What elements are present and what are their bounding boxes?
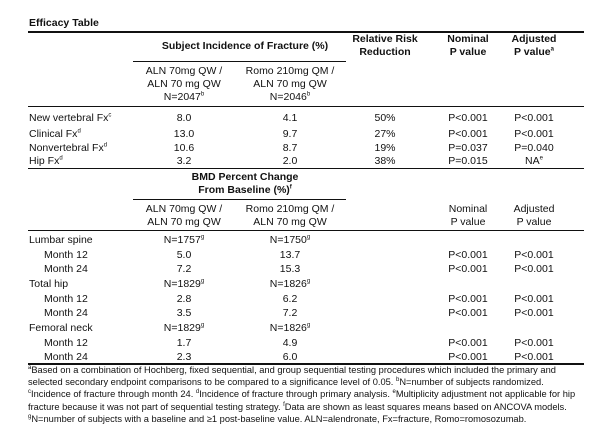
- nominal-p: P=0.015: [448, 155, 488, 167]
- aln-value: 1.7: [176, 337, 192, 349]
- adjusted-p: P<0.001: [514, 351, 554, 363]
- bmd-row-label: Month 24: [44, 351, 88, 363]
- bmd-row-label: Month 12: [44, 293, 88, 305]
- row-label: Nonvertebral Fx$^d$: [29, 142, 108, 154]
- rrr-value: 19%: [374, 142, 396, 154]
- bmd-group-label: Total hip: [29, 278, 69, 290]
- aln-value: 13.0: [173, 128, 195, 140]
- adjusted-p: P<0.001: [514, 307, 554, 319]
- bmd-n2: $N=1826^g$: [269, 322, 311, 334]
- fracture-col2-n: $N=2046^b$: [269, 91, 311, 103]
- adjusted-p: P<0.001: [514, 263, 554, 275]
- bmd-col2-line2: ALN 70 mg QW: [253, 216, 327, 228]
- adjusted-p: P<0.001: [514, 249, 554, 261]
- adjusted-p: P<0.001: [514, 112, 554, 124]
- romo-value: 7.2: [282, 307, 298, 319]
- adjusted-p: P<0.001: [514, 128, 554, 140]
- nominal-p: P=0.037: [448, 142, 488, 154]
- bmd-group-label: Lumbar spine: [29, 234, 93, 246]
- aln-value: 3.2: [176, 155, 192, 167]
- section-divider: [28, 168, 584, 169]
- fracture-col1-line2: ALN 70 mg QW: [147, 78, 221, 90]
- nominal-p: P<0.001: [448, 249, 488, 261]
- row-label: Hip Fx$^d$: [29, 155, 63, 167]
- romo-value: 15.3: [279, 263, 301, 275]
- nominal-header-line2: P value: [449, 46, 487, 58]
- adjusted-header-line1: Adjusted: [511, 33, 557, 45]
- bmd-row-label: Month 12: [44, 249, 88, 261]
- bmd-col1-line2: ALN 70 mg QW: [147, 216, 221, 228]
- adjusted-p: $NA^e$: [525, 155, 543, 167]
- table-title: Efficacy Table: [29, 17, 99, 29]
- footnote: $^a$Based on a combination of Hochberg, fixed sequential, and group sequential testing procedures which included the primary and selected secondary endpoint comparisons to be compared to a significance level of 0.05. $^b$N=number of subjects randomized. $^c$Incidence of fracture through month 24. $^d$Incidence of fracture through primary analysis. $^e$Multiplicity adjustment not applicable for hip fracture because it was not part of sequential testing strategy. $^f$Data are shown as least squares means based on ANCOVA models. $^g$N=number of subjects with a baseline and ≥1 post-baseline value. ALN=alendronate, Fx=fracture, Romo=romosozumab.: [28, 364, 576, 424]
- bmd-col2-line1: Romo 210mg QM /: [245, 203, 335, 215]
- adjusted-p: P<0.001: [514, 337, 554, 349]
- romo-value: 8.7: [282, 142, 298, 154]
- bmd-n1: $N=1829^g$: [163, 322, 205, 334]
- bmd-n1: $N=1829^g$: [163, 278, 205, 290]
- row-label: New vertebral Fx$^c$: [29, 112, 112, 124]
- rrr-value: 27%: [374, 128, 396, 140]
- bmd-adjusted-header-line1: Adjusted: [513, 203, 555, 215]
- bmd-nominal-header-line2: P value: [450, 216, 486, 228]
- aln-value: 7.2: [176, 263, 192, 275]
- rrr-value: 38%: [374, 155, 396, 167]
- bmd-row-label: Month 24: [44, 307, 88, 319]
- fracture-group-rule: [133, 61, 346, 62]
- nominal-header-line1: Nominal: [447, 33, 489, 45]
- aln-value: 3.5: [176, 307, 192, 319]
- nominal-p: P<0.001: [448, 293, 488, 305]
- row-label: Clinical Fx$^d$: [29, 128, 81, 140]
- rrr-header-line1: Relative Risk: [352, 33, 418, 45]
- bmd-row-label: Month 12: [44, 337, 88, 349]
- romo-value: 4.1: [282, 112, 298, 124]
- aln-value: 8.0: [176, 112, 192, 124]
- nominal-p: P<0.001: [448, 263, 488, 275]
- aln-value: 5.0: [176, 249, 192, 261]
- bmd-col1-line1: ALN 70mg QW /: [145, 203, 223, 215]
- fracture-col1-n: $N=2047^b$: [163, 91, 205, 103]
- fracture-col2-line2: ALN 70 mg QW: [253, 78, 327, 90]
- adjusted-p: P=0.040: [514, 142, 554, 154]
- fracture-group-header: Subject Incidence of Fracture (%): [161, 40, 329, 52]
- fracture-col1-line1: ALN 70mg QW /: [145, 65, 223, 77]
- nominal-p: P<0.001: [448, 351, 488, 363]
- bmd-n2: $N=1826^g$: [269, 278, 311, 290]
- bmd-group-rule: [133, 199, 346, 200]
- aln-value: 10.6: [173, 142, 195, 154]
- bmd-nominal-header-line1: Nominal: [448, 203, 488, 215]
- nominal-p: P<0.001: [448, 128, 488, 140]
- bmd-n1: $N=1757^g$: [163, 234, 205, 246]
- bmd-group-header-line2: From Baseline (%)$^f$: [198, 184, 292, 196]
- rrr-value: 50%: [374, 112, 396, 124]
- bmd-adjusted-header-line2: P value: [516, 216, 552, 228]
- romo-value: 4.9: [282, 337, 298, 349]
- aln-value: 2.8: [176, 293, 192, 305]
- romo-value: 13.7: [279, 249, 301, 261]
- rrr-header-line2: Reduction: [359, 46, 411, 58]
- aln-value: 2.3: [176, 351, 192, 363]
- adjusted-p: P<0.001: [514, 293, 554, 305]
- nominal-p: P<0.001: [448, 337, 488, 349]
- romo-value: 6.0: [282, 351, 298, 363]
- bmd-row-label: Month 24: [44, 263, 88, 275]
- romo-value: 2.0: [282, 155, 298, 167]
- top-rule: [28, 31, 584, 33]
- nominal-p: P<0.001: [448, 112, 488, 124]
- fracture-col2-line1: Romo 210mg QM /: [245, 65, 335, 77]
- romo-value: 9.7: [282, 128, 298, 140]
- adjusted-header-line2: P value$^a$: [514, 46, 554, 58]
- bmd-header-rule: [28, 230, 584, 231]
- nominal-p: P<0.001: [448, 307, 488, 319]
- fracture-header-rule: [28, 106, 584, 107]
- bmd-group-header-line1: BMD Percent Change: [191, 171, 299, 183]
- bmd-n2: $N=1750^g$: [269, 234, 311, 246]
- romo-value: 6.2: [282, 293, 298, 305]
- bmd-group-label: Femoral neck: [29, 322, 93, 334]
